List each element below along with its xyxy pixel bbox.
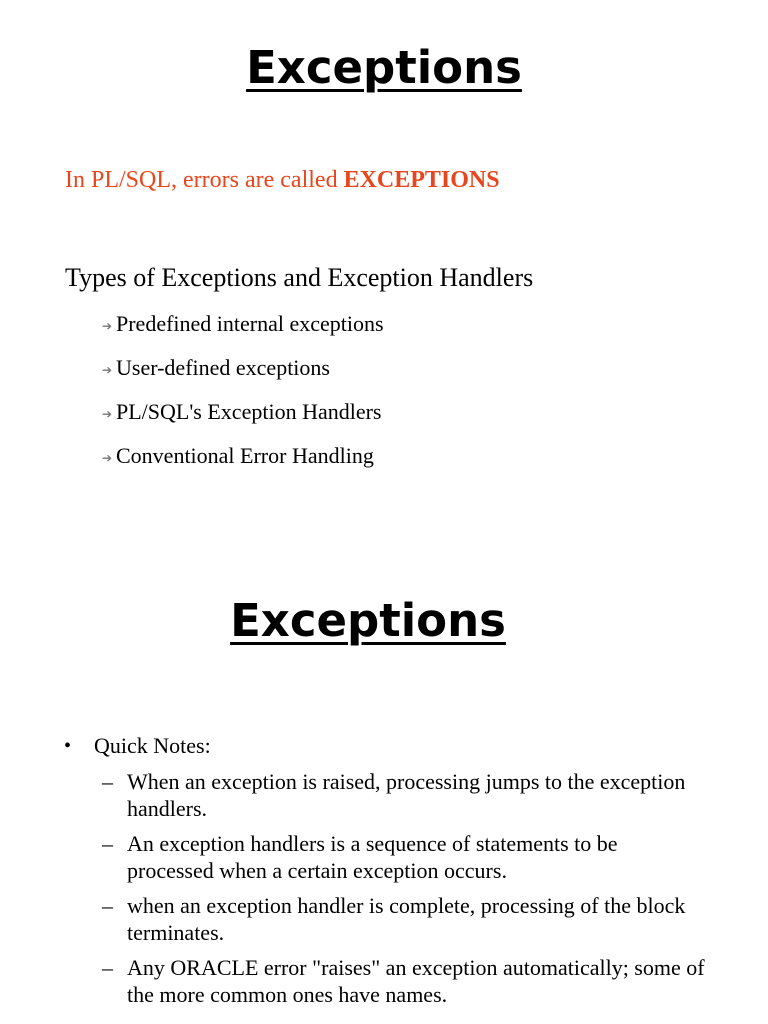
bullet-item: [64, 732, 724, 760]
quick-notes: [64, 732, 724, 1008]
sub-list-item: [102, 830, 724, 884]
list-item: [102, 443, 384, 487]
sub-list-item: [102, 954, 724, 1008]
dash-icon: –: [102, 893, 113, 918]
sub-list-item: [102, 768, 724, 822]
bullet-icon: •: [64, 735, 72, 757]
arrow-right-icon: ➔: [102, 319, 113, 333]
list-item-label: User-defined exceptions: [116, 355, 330, 380]
list-item-label: PL/SQL's Exception Handlers: [116, 399, 382, 424]
section-heading: Types of Exceptions and Exception Handlers: [65, 263, 534, 292]
dash-icon: –: [102, 831, 113, 856]
sub-item-text: An exception handlers is a sequence of statements to be processed when a certain exception occurs.: [127, 831, 618, 883]
dash-icon: –: [102, 955, 113, 980]
sub-item-text: When an exception is raised, processing jumps to the exception handlers.: [127, 769, 686, 821]
slide-2-title: Exceptions: [230, 594, 506, 647]
notes-sub-list: [64, 768, 724, 1008]
dash-icon: –: [102, 769, 113, 794]
exception-types-list: [102, 311, 384, 487]
intro-prefix: In PL/SQL, errors are called: [65, 167, 344, 193]
intro-line: [65, 167, 500, 194]
arrow-right-icon: ➔: [102, 451, 113, 465]
sub-item-text: Any ORACLE error "raises" an exception automatically; some of the more common ones have names.: [127, 955, 705, 1007]
intro-emphasis: EXCEPTIONS: [343, 167, 500, 193]
list-item: [102, 311, 384, 355]
bullet-label: Quick Notes:: [94, 733, 211, 758]
sub-item-text: when an exception handler is complete, processing of the block terminates.: [127, 893, 686, 945]
list-item: [102, 399, 384, 443]
slide-1-title: Exceptions: [246, 41, 522, 94]
arrow-right-icon: ➔: [102, 363, 113, 377]
list-item: [102, 355, 384, 399]
arrow-right-icon: ➔: [102, 407, 113, 421]
list-item-label: Predefined internal exceptions: [116, 311, 384, 336]
sub-list-item: [102, 892, 724, 946]
list-item-label: Conventional Error Handling: [116, 443, 374, 468]
slide-2: [0, 576, 768, 1024]
